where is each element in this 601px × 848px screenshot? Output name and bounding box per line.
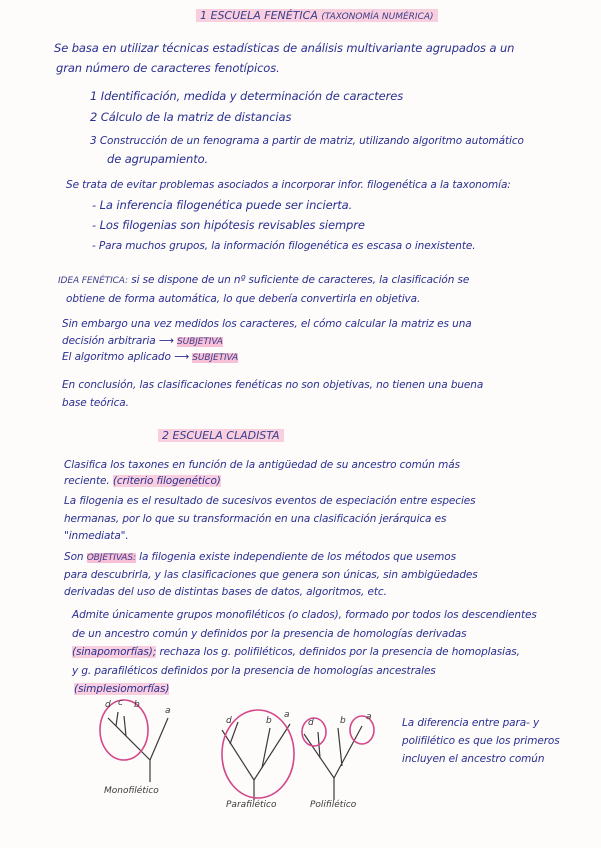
p4-text-1b: formado por todos los descendientes xyxy=(345,609,537,621)
tip-label-d2: d xyxy=(226,716,232,726)
sinapomorfias: (sinapomorfías); xyxy=(72,646,157,658)
paraphyletic-cladogram xyxy=(222,710,294,800)
tip-label-a2: a xyxy=(284,710,290,720)
intro-line-1: Se basa en utilizar técnicas estadísticas de análisis multivariante agrupados a un xyxy=(54,41,515,55)
tip-label-d: d xyxy=(105,700,111,710)
tip-label-b: b xyxy=(134,700,140,710)
p3-line-3: derivadas del uso de distintas bases de datos, algoritmos, etc. xyxy=(64,586,387,598)
algoritmo-text: El algoritmo aplicado xyxy=(62,351,171,363)
idea-label: IDEA FENÉTICA: xyxy=(58,276,128,286)
para-label: Parafilético xyxy=(226,800,277,810)
tip-label-a: a xyxy=(165,706,171,716)
p4-line-2: de un ancestro común y definidos por la presencia de homologías derivadas xyxy=(72,628,467,640)
problems-intro: Se trata de evitar problemas asociados a incorporar infor. filogenética a la taxonomía: xyxy=(66,179,511,191)
section1-title-text: 1 ESCUELA FENÉTICA xyxy=(200,9,318,22)
polyphyletic-cladogram xyxy=(302,716,374,800)
conclusion-line-1: En conclusión, las clasificaciones fenéticas no son objetivas, no tienen una buena xyxy=(62,379,484,391)
tip-label-b3: b xyxy=(340,716,346,726)
intro-line-2: gran número de caracteres fenotípicos. xyxy=(56,61,280,75)
p3-line-2: para descubrirla, y las clasificaciones que genera son únicas, sin ambigüedades xyxy=(64,569,478,581)
mono-label: Monofilético xyxy=(104,786,159,796)
note-line-1: La diferencia entre para- y xyxy=(402,717,540,729)
monophyletic-cladogram xyxy=(100,700,168,782)
p2-line-1: La filogenia es el resultado de sucesivos eventos de especiación entre especies xyxy=(64,495,476,507)
sin-embargo-line-1: Sin embargo una vez medidos los caracteres, el cómo calcular la matriz es una xyxy=(62,318,472,330)
subjetiva-tag-1: SUBJETIVA xyxy=(177,337,223,347)
p4-text-1a: Admite únicamente grupos monofiléticos (o clados), xyxy=(72,609,342,621)
step-2: 2 Cálculo de la matriz de distancias xyxy=(90,110,292,124)
p4-line-4: y g. parafiléticos definidos por la presencia de homologías ancestrales xyxy=(72,665,436,677)
tip-label-b2: b xyxy=(266,716,272,726)
idea-text-1: si se dispone de un nº suficiente de caracteres, la clasificación se xyxy=(131,274,470,286)
tip-label-d3: d xyxy=(308,718,314,728)
problem-1: - La inferencia filogenética puede ser incierta. xyxy=(92,198,353,212)
criterio-filogenetico: (criterio filogenético) xyxy=(112,475,221,487)
note-line-2: polifilético es que los primeros xyxy=(402,735,560,747)
p2-line-3: "inmediata". xyxy=(64,530,129,542)
arrow-icon: ⟶ xyxy=(174,351,190,363)
simplesiomorfias: (simplesiomorfías) xyxy=(74,683,170,695)
step-3-cont: de agrupamiento. xyxy=(107,152,209,166)
idea-line-2: obtiene de forma automática, lo que debería convertirla en objetiva. xyxy=(66,293,421,305)
problem-2: - Los filogenias son hipótesis revisables siempre xyxy=(92,218,365,232)
p2-line-2: hermanas, por lo que su transformación en una clasificación jerárquica es xyxy=(64,513,447,525)
section2-title-text: 2 ESCUELA CLADISTA xyxy=(162,429,280,442)
sin-embargo-text-2: decisión arbitraria xyxy=(62,335,156,347)
tip-label-a3: a xyxy=(366,712,372,722)
step-1: 1 Identificación, medida y determinación de caracteres xyxy=(90,89,404,103)
p3-text-1a: Son xyxy=(64,551,84,563)
subjetiva-tag-2: SUBJETIVA xyxy=(192,353,239,363)
step-3: 3 Construcción de un fenograma a partir de matriz, utilizando algoritmo automático xyxy=(90,135,524,147)
poli-label: Polifilético xyxy=(310,800,357,810)
conclusion-line-2: base teórica. xyxy=(62,397,129,409)
section1-title-note: (TAXONOMÍA NUMÉRICA) xyxy=(321,12,434,22)
arrow-icon: ⟶ xyxy=(158,335,174,347)
note-line-3: incluyen el ancestro común xyxy=(402,753,545,765)
tip-label-c: c xyxy=(118,698,123,708)
p3-text-1c: la filogenia existe independiente de los métodos que usemos xyxy=(139,551,456,563)
p1-text-2a: reciente. xyxy=(64,475,110,487)
p4-text-3b: rechaza los g. polifiléticos, definidos por la presencia de homoplasias, xyxy=(159,646,520,658)
p1-line-1: Clasifica los taxones en función de la antigüedad de su ancestro común más xyxy=(64,459,460,471)
objetivas-tag: OBJETIVAS: xyxy=(86,553,136,563)
problem-3: - Para muchos grupos, la información filogenética es escasa o inexistente. xyxy=(92,240,476,252)
